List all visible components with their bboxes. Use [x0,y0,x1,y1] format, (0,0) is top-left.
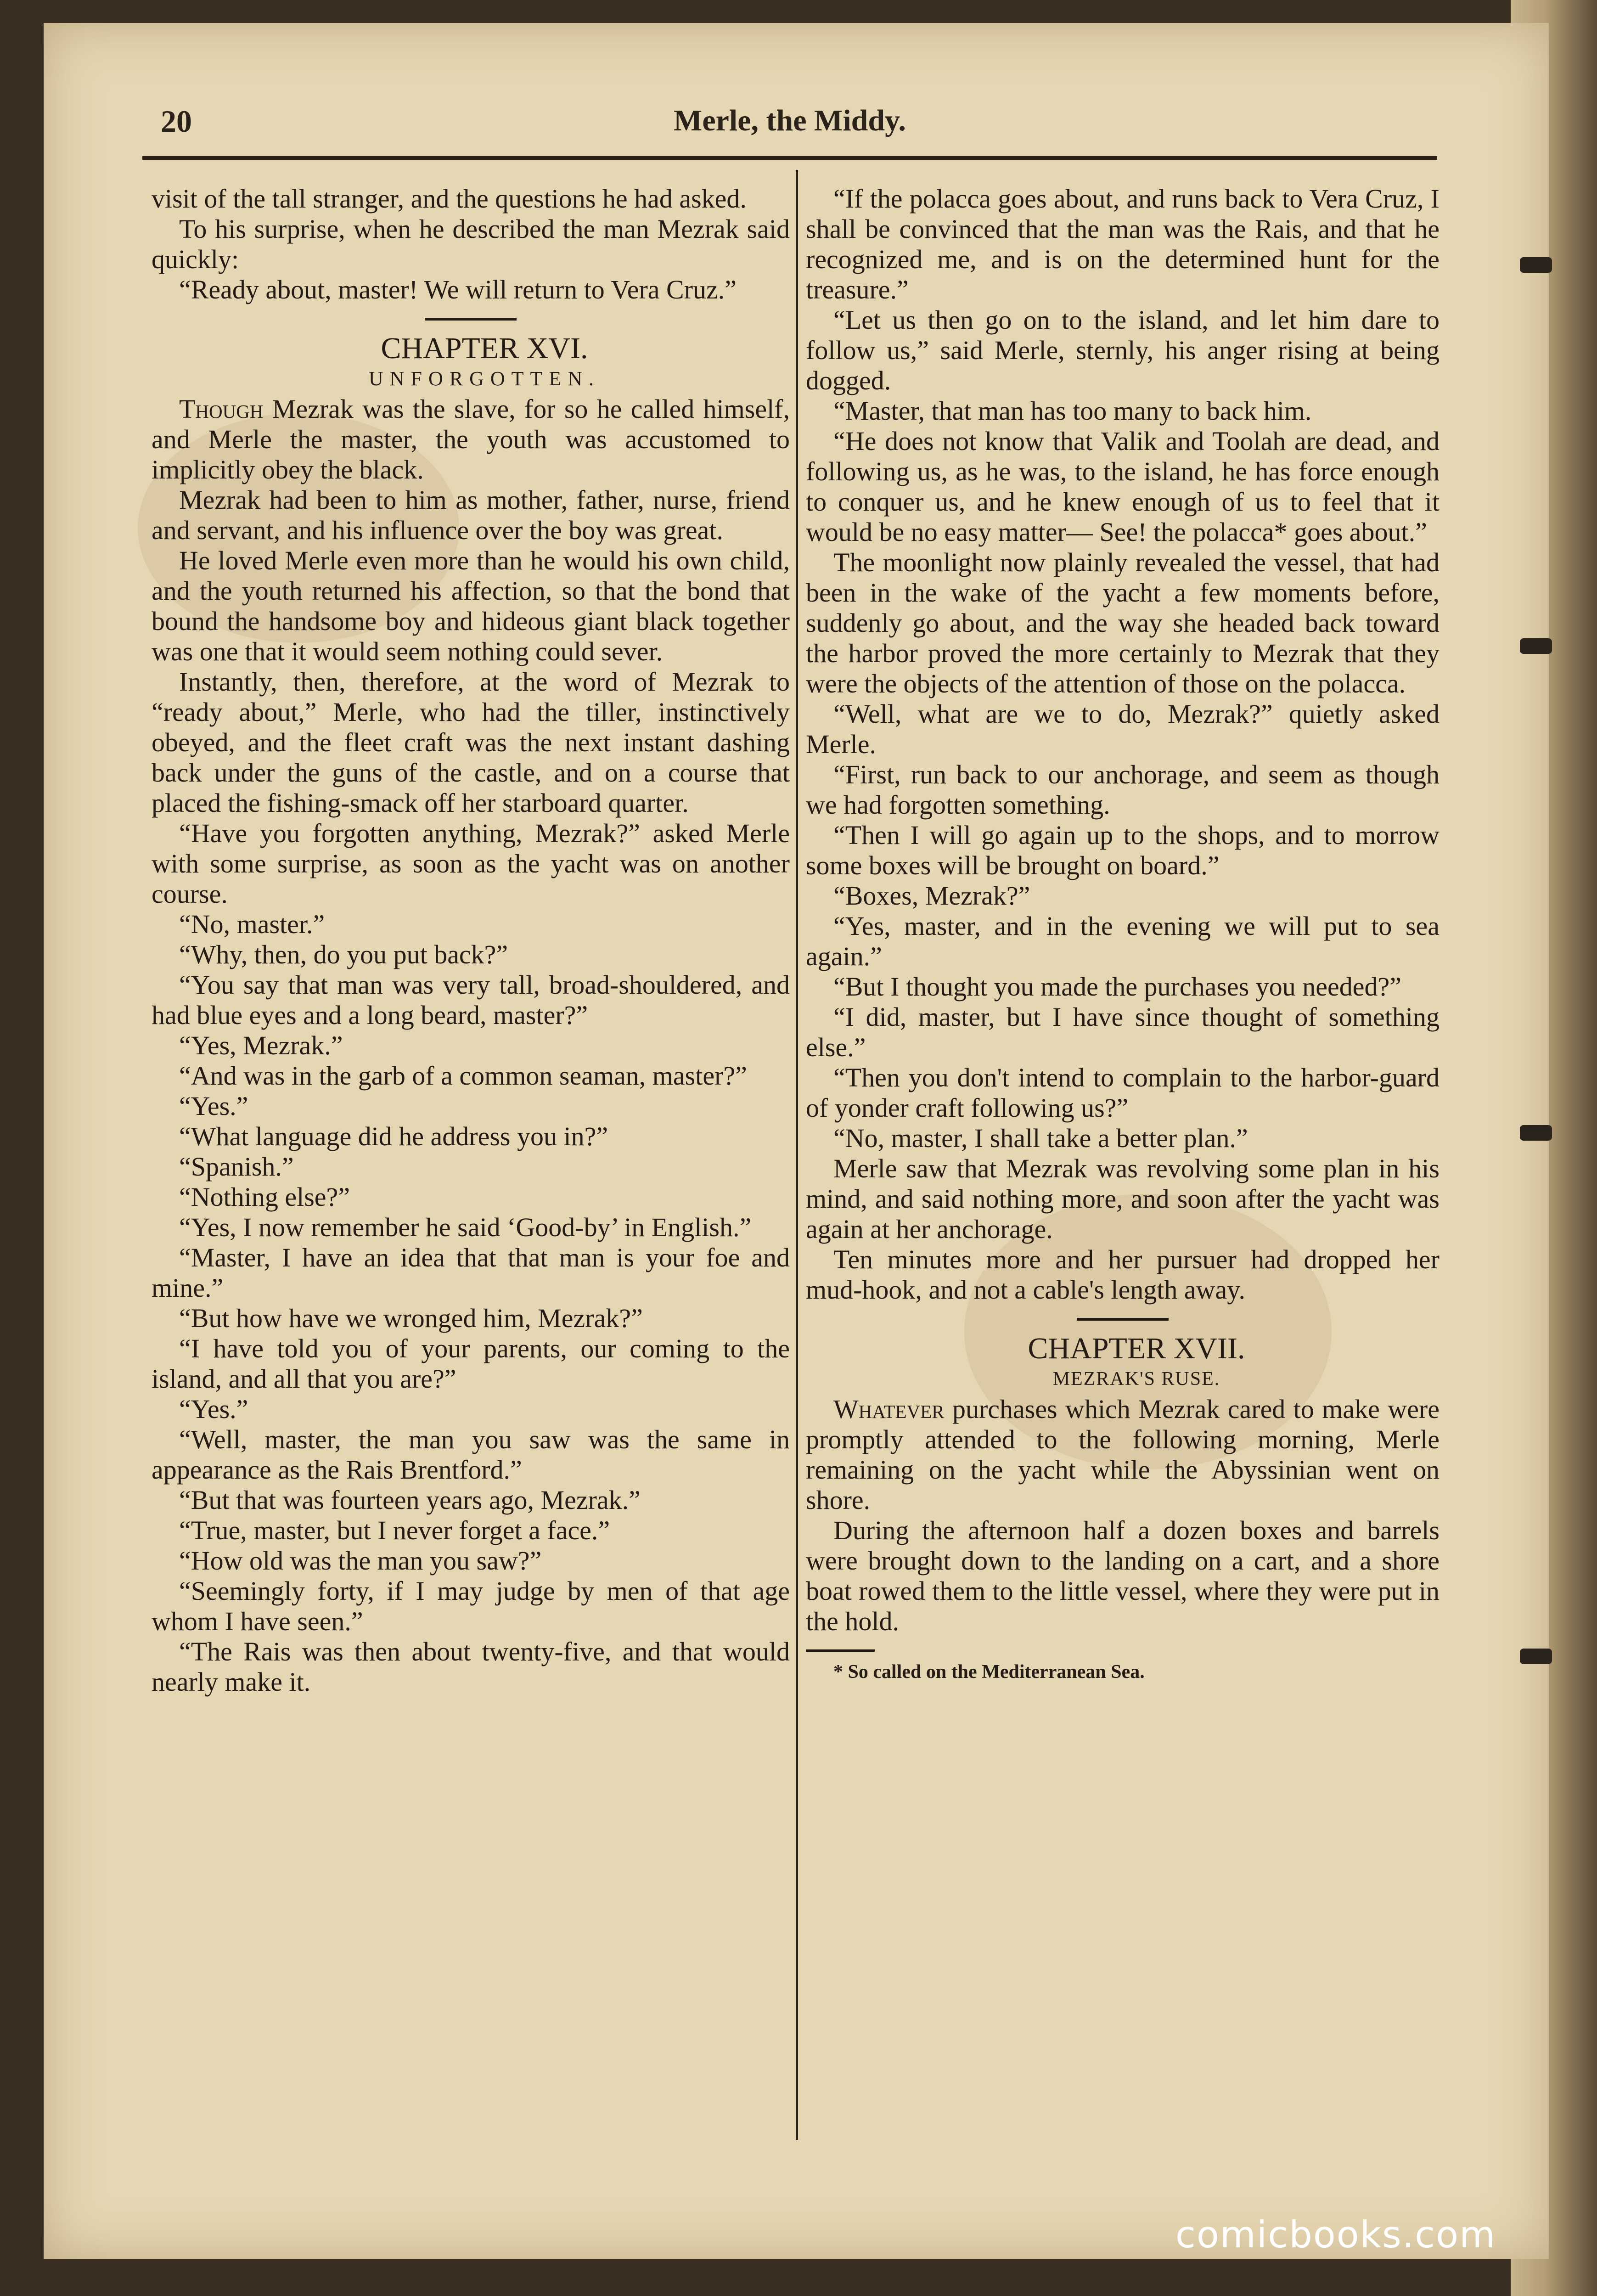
page-header [142,103,1437,154]
paragraph: “True, master, but I never forget a face.” [179,1515,610,1545]
paragraph: “If the polacca goes about, and runs back to Vera Cruz, I shall be convinced that the man was the Rais, and that he recognized me, and is on the determined hunt for the treasure.” [806,184,1440,304]
paragraph: visit of the tall stranger, and the questions he had asked. [152,184,747,214]
right-paragraphs [806,184,1440,1305]
opening-word: Though [179,394,264,424]
paragraph: The moonlight now plainly revealed the vessel, that had been in the wake of the yacht a few moments before, suddenly go about, and the way she headed back toward the harbor proved the more certainly to Mezrak that they were the objects of the attention of those on the polacca. [806,547,1440,698]
paragraph: “I have told you of your parents, our coming to the island, and all that you are?” [152,1334,790,1394]
paragraph: “Well, master, the man you saw was the same in appearance as the Rais Brentford.” [152,1424,790,1485]
paragraph: “First, run back to our anchorage, and seem as though we had forgotten something. [806,760,1440,820]
footnote-rule [806,1649,875,1652]
paragraph: “Why, then, do you put back?” [179,940,508,969]
chapter-title: CHAPTER XVII. [1028,1332,1245,1365]
chapter-subtitle: UNFORGOTTEN. [368,367,601,390]
opening-text: purchases which Mezrak cared to make were promptly attended to the following morning, Merle remaining on the yacht while the Abyssinian went on shore. [806,1394,1440,1515]
paragraph: “Let us then go on to the island, and let him dare to follow us,” said Merle, sternly, his anger rising at being dogged. [806,305,1440,395]
paragraph: During the afternoon half a dozen boxes and barrels were brought down to the landing on a cart, and a shore boat rowed them to the little vessel, where they were put in the hold. [806,1515,1440,1636]
paragraph: “Master, that man has too many to back him. [833,396,1312,426]
paragraph: “Seemingly forty, if I may judge by men of that age whom I have seen.” [152,1576,790,1636]
paragraph: “No, master, I shall take a better plan.” [833,1123,1248,1153]
opening-word: Whatever [833,1394,945,1424]
chapter-opening-paragraph [806,1394,1440,1515]
paragraph: “Yes, Mezrak.” [179,1030,343,1060]
paragraph: “He does not know that Valik and Toolah are dead, and following us, as he was, to the island, he has force enough to conquer us, and he knew enough of us to feel that it would be no easy matter— See! the polacca* goes about.” [806,426,1440,547]
paragraph: He loved Merle even more than he would his own child, and the youth returned his affection, so that the bond that bound the handsome boy and hideous giant black together was one that it would seem nothing could sever. [152,546,790,666]
right-column [806,184,1440,1684]
paragraph: “The Rais was then about twenty-five, and that would nearly make it. [152,1637,790,1697]
section-separator [1077,1318,1169,1321]
binding-tear [1520,638,1552,654]
paragraph: Instantly, then, therefore, at the word of Mezrak to “ready about,” Merle, who had the tiller, instinctively obeyed, and the fleet craft was the next instant dashing back under the guns of the castle, and on a course that placed the fishing-smack off her starboard quarter. [152,667,790,818]
paragraph: “Master, I have an idea that that man is your foe and mine.” [152,1243,790,1303]
paragraph: “And was in the garb of a common seaman, master?” [179,1061,747,1091]
paragraph: “Then I will go again up to the shops, and to morrow some boxes will be brought on board.” [806,820,1440,880]
paragraph: “Have you forgotten anything, Mezrak?” asked Merle with some surprise, as soon as the yacht was on another course. [152,818,790,909]
paragraph: Merle saw that Mezrak was revolving some plan in his mind, and said nothing more, and soon after the yacht was again at her anchorage. [806,1154,1440,1244]
paragraph: “You say that man was very tall, broad-shouldered, and had blue eyes and a long beard, master?” [152,970,790,1030]
chapter-subtitle: MEZRAK'S RUSE. [1052,1368,1220,1390]
paragraph: “Yes, master, and in the evening we will put to sea again.” [806,911,1440,971]
paragraph: “How old was the man you saw?” [179,1546,542,1576]
paragraph: “Yes, I now remember he said ‘Good-by’ in English.” [179,1212,752,1242]
left-column [152,184,790,1697]
paragraph: “But how have we wronged him, Mezrak?” [179,1303,643,1333]
opening-text: Mezrak was the slave, for so he called himself, and Merle the master, the youth was accustomed to implicitly obey the black. [152,394,790,484]
paragraph: “What language did he address you in?” [179,1121,608,1151]
column-divider [796,170,798,2140]
watermark: comicbooks.com [1175,2213,1496,2256]
paragraph: “Yes.” [179,1091,248,1121]
left-paragraphs [152,485,790,1697]
binding-tear [1520,257,1552,273]
chapter-title: CHAPTER XVI. [381,332,588,365]
running-title: Merle, the Middy. [674,104,906,137]
paragraph: “Nothing else?” [179,1182,350,1212]
paragraph: “I did, master, but I have since thought of something else.” [806,1002,1440,1062]
paragraph: “But that was fourteen years ago, Mezrak.” [179,1485,641,1515]
paragraph: “Yes.” [179,1394,248,1424]
paragraph: “Then you don't intend to complain to the harbor-guard of yonder craft following us?” [806,1063,1440,1123]
paragraph: “Spanish.” [179,1152,294,1182]
binding-tear [1520,1649,1552,1664]
paragraph: “Boxes, Mezrak?” [833,881,1030,911]
paragraph: Mezrak had been to him as mother, father, nurse, friend and servant, and his influence over the boy was great. [152,485,790,545]
paragraph: “No, master.” [179,909,325,939]
paragraph: “Well, what are we to do, Mezrak?” quietly asked Merle. [806,699,1440,759]
chapter-opening-paragraph [152,394,790,485]
binding-tear [1520,1125,1552,1141]
section-separator [425,318,517,321]
page-number: 20 [161,104,192,139]
paragraph: Ten minutes more and her pursuer had dropped her mud-hook, and not a cable's length away. [806,1244,1440,1305]
paragraph: To his surprise, when he described the man Mezrak said quickly: [152,214,790,274]
header-rule [142,156,1437,160]
right-paragraphs [806,1515,1440,1637]
paragraph: “But I thought you made the purchases you needed?” [833,972,1401,1002]
footnote: * So called on the Mediterranean Sea. [833,1661,1145,1683]
paragraph: “Ready about, master! We will return to Vera Cruz.” [179,275,737,304]
